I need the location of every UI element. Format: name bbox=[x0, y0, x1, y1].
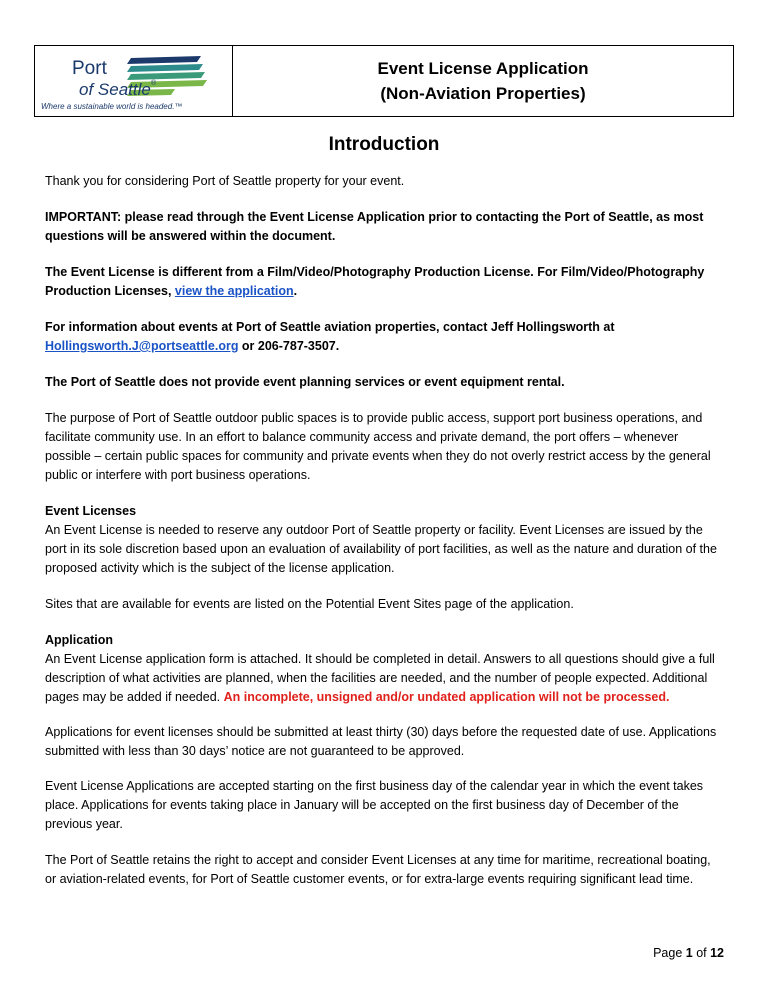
paragraph-purpose: The purpose of Port of Seattle outdoor public spaces is to provide public access, support port business operations, and facilitate community use. In an effort to balance community access and private demand, the port offers – whenever possible – certain public spaces for community and private events when they do not overly restrict access by the general public or interfere with port business operations. bbox=[45, 411, 711, 482]
section-heading: Introduction bbox=[328, 134, 440, 155]
section-event-licenses bbox=[45, 502, 725, 578]
logo-text-port: Port bbox=[72, 58, 107, 79]
port-of-seattle-logo bbox=[35, 46, 233, 116]
event-licenses-title: Event Licenses bbox=[45, 504, 137, 518]
logo-tagline: Where a sustainable world is headed.™ bbox=[41, 102, 183, 111]
application-title: Application bbox=[45, 633, 114, 647]
incomplete-warning: An incomplete, unsigned and/or undated application will not be processed. bbox=[223, 690, 670, 704]
paragraph-film-license: The Event License is different from a Film/Video/Photography Production License. For Film/Video/Photography Production Licenses, view the application. bbox=[45, 265, 705, 298]
view-application-link[interactable]: view the application bbox=[174, 284, 294, 298]
section-application bbox=[45, 631, 725, 707]
document-title bbox=[233, 46, 733, 116]
title-line-1: Event License Application bbox=[377, 59, 589, 78]
paragraph-retains-right: The Port of Seattle retains the right to accept and consider Event Licenses at any time for maritime, recreational boating, or aviation-related events, for Port of Seattle customer events, or for extra-large events requiring significant lead time. bbox=[45, 853, 711, 886]
page-number: Page 1 of 12 bbox=[653, 946, 724, 960]
email-link[interactable]: Hollingsworth.J@portseattle.org bbox=[45, 339, 239, 353]
paragraph-submission-deadline: Applications for event licenses should be submitted at least thirty (30) days before the requested date of use. Applications submitted with less than 30 days’ notice are not guaranteed to be approved. bbox=[45, 725, 717, 758]
header-table bbox=[34, 45, 734, 117]
paragraph-sites: Sites that are available for events are listed on the Potential Event Sites page of the application. bbox=[45, 597, 574, 611]
paragraph-important: IMPORTANT: please read through the Event License Application prior to contacting the Port of Seattle, as most questions will be answered within the document. bbox=[45, 210, 704, 243]
logo-text-seattle: of Seattle® bbox=[79, 80, 156, 99]
paragraph-acceptance-dates: Event License Applications are accepted starting on the first business day of the calendar year in which the event takes place. Applications for events taking place in January will be accepted on the first business day of December of the previous year. bbox=[45, 779, 704, 831]
paragraph-no-services: The Port of Seattle does not provide event planning services or event equipment rental. bbox=[45, 375, 565, 389]
application-body: An Event License application form is attached. It should be completed in detail. Answers to all questions should give a full description of what activities are planned, when the facilities are needed, and the number of people expected. Additional pages may be added if needed. An incomplete, unsigned and/or undated application will not be processed. bbox=[45, 652, 715, 704]
event-licenses-body: An Event License is needed to reserve any outdoor Port of Seattle property or facility. Event Licenses are issued by the port in its sole discretion based upon an evaluation of availability of port facilities, as well as the nature and duration of the proposed activity which is the subject of the license application. bbox=[45, 523, 717, 575]
paragraph-aviation-contact: For information about events at Port of Seattle aviation properties, contact Jeff Hollingsworth at Hollingsworth.J@portseattle.org or 206-787-3507. bbox=[45, 320, 615, 353]
title-line-2: (Non-Aviation Properties) bbox=[380, 84, 586, 103]
paragraph-thanks: Thank you for considering Port of Seattle property for your event. bbox=[45, 174, 405, 188]
